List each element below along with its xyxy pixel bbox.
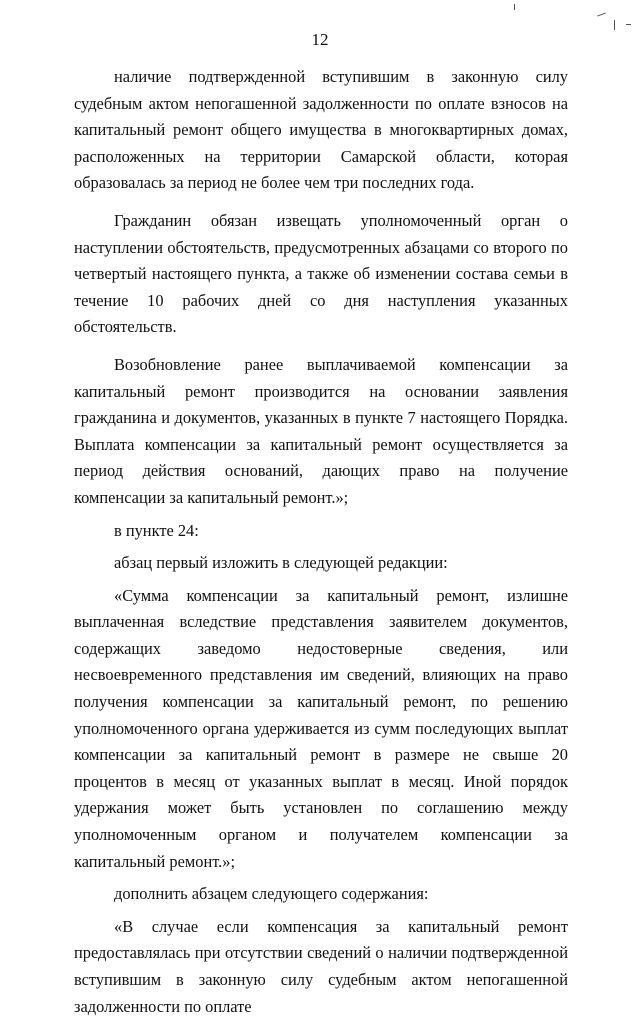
scan-artifact-mark: [626, 24, 631, 25]
document-body: [74, 64, 568, 1020]
paragraph-point-24: в пункте 24:: [114, 520, 199, 540]
page-number: 12: [311, 30, 329, 49]
paragraph-overpayment-amount: «Сумма компенсации за капитальный ремонт, излишне выплаченная вследствие представления заявителем документов, содержащих заведомо недостоверные сведения, или несвоевременного представления им сведений, влияющих на право получения компенсации за капитальный ремонт, по решению уполномоченного органа удерживается из сумм последующих выплат компенсации за капитальный ремонт в размере не свыше 20 процентов в месяц от указанных выплат в месяц. Иной порядок удержания может быть установлен по соглашению между уполномоченным органом и получателем компенсации за капитальный ремонт.»;: [74, 585, 568, 871]
paragraph-citizen-obligation: Гражданин обязан извещать уполномоченный орган о наступлении обстоятельств, предусмотренных абзацами со второго по четвертый настоящего пункта, а также об изменении состава семьи в течение 10 рабочих дней со дня наступления указанных обстоятельств.: [74, 210, 568, 337]
scan-artifact-mark: [614, 20, 615, 30]
paragraph-arrears-condition: наличие подтвержденной вступившим в законную силу судебным актом непогашенной задолженности по оплате взносов на капитальный ремонт общего имущества в многоквартирных домах, расположенных на территории Самарской области, которая образовалась за период не более чем три последних года.: [74, 67, 568, 193]
paragraph-in-case: «В случае если компенсация за капитальный ремонт предоставлялась при отсутствии сведений о наличии подтвержденной вступившим в законную силу судебным актом непогашенной задолженности по оплате: [74, 916, 568, 1016]
paragraph-first-paragraph-edit: абзац первый изложить в следующей редакции:: [114, 553, 448, 573]
paragraph-resumption: Возобновление ранее выплачиваемой компенсации за капитальный ремонт производится на основании заявления гражданина и документов, указанных в пункте 7 настоящего Порядка. Выплата компенсации за капитальный ремонт осуществляется за период действия оснований, дающих право на получение компенсации за капитальный ремонт.»;: [74, 354, 568, 507]
paragraph-add-paragraph: дополнить абзацем следующего содержания:: [114, 884, 429, 904]
scan-artifact-mark: [514, 4, 515, 10]
scan-artifact-mark: [597, 12, 606, 16]
